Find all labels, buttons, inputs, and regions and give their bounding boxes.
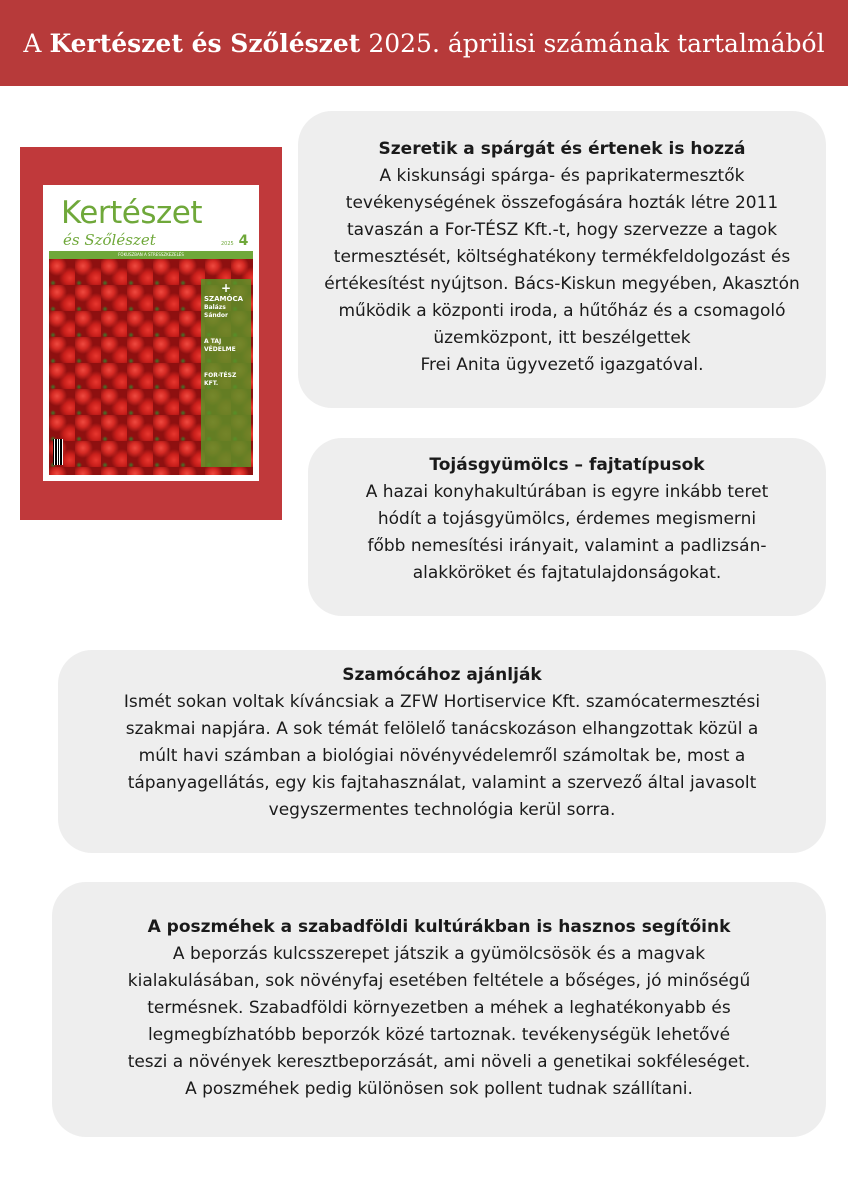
article-line: Frei Anita ügyvezető igazgatóval. [420, 355, 704, 375]
article-title: Szamócához ajánlják [342, 665, 542, 685]
article-line: főbb nemesítési irányait, valamint a padlizsán- [367, 536, 767, 556]
article-line: vegyszermentes technológia kerül sorra. [268, 800, 616, 820]
header-suffix: 2025. áprilisi számának tartalmából [368, 28, 825, 58]
article-line: A hazai konyhakultúrában is egyre inkább teret [365, 482, 769, 502]
article-line: tevékenységének összefogására hozták létre 2011 [345, 193, 779, 213]
article-line: múlt havi számban a biológiai növényvédelemről számoltak be, most a [138, 746, 746, 766]
cover-side-line: FOR-TÉSZ KFT. [204, 372, 237, 387]
article-line: alakköröket és fajtatulajdonságokat. [412, 563, 722, 583]
article-line: teszi a növények keresztbeporzását, ami növeli a genetikai sokféleséget. [127, 1052, 751, 1072]
cover-issue-number [221, 233, 248, 249]
cover-title-line2: és Szőlészet [63, 231, 156, 249]
article-line: hódít a tojásgyümölcs, érdemes megismerni [377, 509, 757, 529]
article-line: legmegbízhatóbb beporzók közé tartoznak. tevékenységük lehetővé [147, 1025, 731, 1045]
cover-band: FÓKUSZBAN A STRESSZKEZELÉS [49, 251, 253, 259]
article-line: működik a központi iroda, a hűtőház és a csomagoló [338, 301, 786, 321]
cover-issue-year: 2025 [221, 241, 234, 247]
plus-icon: + [220, 281, 232, 295]
article-line: termesztését, költséghatékony termékfeldolgozást és [333, 247, 791, 267]
barcode-icon [53, 439, 63, 465]
page-header [0, 0, 848, 86]
article-line: A poszméhek pedig különösen sok pollent tudnak szállítani. [185, 1079, 693, 1099]
article-line: üzemközpont, itt beszélgettek [433, 328, 691, 348]
cover-side-line: A TAJ VÉDELME [204, 338, 236, 353]
article-card [52, 882, 826, 1137]
article-card [58, 650, 826, 853]
article-line: értékesítést nyújtson. Bács-Kiskun megyében, Akasztón [324, 274, 800, 294]
article-line: kialakulásában, sok növényfaj esetében feltétele a bőséges, jó minőségű [127, 971, 751, 991]
header-prefix: A [23, 28, 42, 58]
magazine-cover-frame [20, 147, 282, 520]
article-line: termésnek. Szabadföldi környezetben a méhek a leghatékonyabb és [147, 998, 731, 1018]
article-line: A beporzás kulcsszerepet játszik a gyümölcsösök és a magvak [172, 944, 706, 964]
cover-side-line: SZAMÓCA [204, 295, 244, 303]
article-line: tápanyagellátás, egy kis fajtahasználat, valamint a szervező által javasolt [127, 773, 757, 793]
cover-issue-digit: 4 [238, 233, 249, 249]
article-title: A poszméhek a szabadföldi kultúrákban is hasznos segítőink [147, 917, 731, 937]
cover-side-line: Balázs Sándor [204, 304, 229, 319]
cover-strawberry-photo [49, 259, 253, 475]
article-title: Szeretik a spárgát és értenek is hozzá [378, 139, 746, 159]
article-line: tavaszán a For-TÉSZ Kft.-t, hogy szervezze a tagok [346, 220, 778, 240]
article-line: A kiskunsági spárga- és paprikatermesztők [379, 166, 745, 186]
article-line: szakmai napjára. A sok témát felölelő tanácskozáson elhangzottak közül a [125, 719, 759, 739]
article-card [298, 111, 826, 408]
article-title: Tojásgyümölcs – fajtatípusok [429, 455, 705, 475]
cover-title-line1: Kertészet [61, 195, 202, 231]
article-card [308, 438, 826, 616]
header-magazine-name: Kertészet és Szőlészet [49, 28, 361, 58]
article-line: Ismét sokan voltak kíváncsiak a ZFW Hortiservice Kft. szamócatermesztési [123, 692, 761, 712]
cover-side-panel [201, 279, 251, 467]
magazine-cover [43, 185, 259, 481]
